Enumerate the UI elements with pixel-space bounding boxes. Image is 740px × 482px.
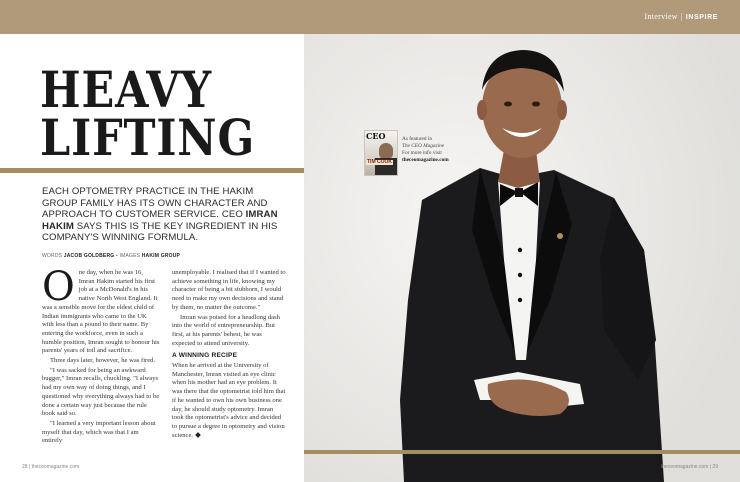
drop-cap: O (42, 264, 75, 310)
footer-right-folio: theceomagazine.com | 29 (660, 464, 718, 470)
right-page-photo (304, 0, 740, 482)
gold-divider (0, 168, 304, 173)
ceo-portrait (304, 0, 740, 482)
magazine-url[interactable]: theceomagazine.com (402, 157, 449, 163)
subheading: A WINNING RECIPE (172, 352, 238, 360)
cover-title: TIM COOK (367, 159, 392, 165)
standfirst: EACH OPTOMETRY PRACTICE IN THE HAKIM GROUP FAMILY HAS ITS OWN CHARACTER AND APPROACH TO CUSTOMER SERVICE. CEO IMRAN HAKIM SAYS THIS IS THE KEY INGREDIENT IN HIS COMPANY'S WINNING FORMULA. (42, 186, 278, 243)
category-name: INSPIRE (685, 14, 718, 21)
featured-text: As featured in The CEO Magazine For more info visit theceomagazine.com (402, 136, 482, 164)
section-label: Interview | INSPIRE (644, 12, 718, 21)
magazine-cover-thumbnail (364, 130, 398, 176)
cover-logo: CEO (366, 131, 386, 141)
end-mark-icon (195, 432, 201, 438)
section-name: Interview (644, 12, 678, 21)
footer-left-folio: 28 | theceomagazine.com (22, 464, 80, 470)
headline-line-2: LIFTING (40, 107, 256, 167)
body-column-2: unemployable. I realised that if I wanted to achieve something in life, knowing my character of being a bit stubborn, I would need to make my own decisions and stand by them, no matter the outcome." Imran was poised for a headlong dash into the world of entrepreneurship. But first, at his parents' behest, he was expected to attend university. A WINNING RECIPE When he arrived at the University of Manchester, Imran visited an eye clinic when his mother had an eye problem. It was there that the optometrist told him that if he wanted to own his own business one day, he should study optometry. Imran took the optometrist's advice and decided to pursue a degree in optometry and vision science. (172, 269, 286, 439)
author-name: JACOB GOLDBERG (63, 253, 115, 259)
byline: WORDS JACOB GOLDBERG • IMAGES HAKIM GROUP (42, 253, 181, 259)
body-column-1: One day, when he was 16, Imran Hakim started his first job at a McDonald's in his native North West England. It was a sensible move for the eldest child of Indian immigrants who came to the UK with less than a pound to their name. By entering the workforce, even in such a humble position, Imran sought to honour his parents' years of toil and sacrifice. Three days later, however, he was fired. "I was sacked for being an awkward bugger," Imran recalls, chuckling. "I always had my own way of doing things, and I questioned why everything always had to be done a certain way just because the rule book said so. "I learned a very important lesson about myself that day, which was that I am entirely (42, 264, 160, 445)
top-header-bar (0, 0, 740, 34)
bottom-gold-rule (304, 450, 740, 454)
ceo-name: IMRAN HAKIM (42, 209, 278, 232)
image-credit: HAKIM GROUP (141, 253, 181, 259)
article-headline (40, 60, 256, 167)
headline-line-1: HEAVY (40, 60, 212, 119)
